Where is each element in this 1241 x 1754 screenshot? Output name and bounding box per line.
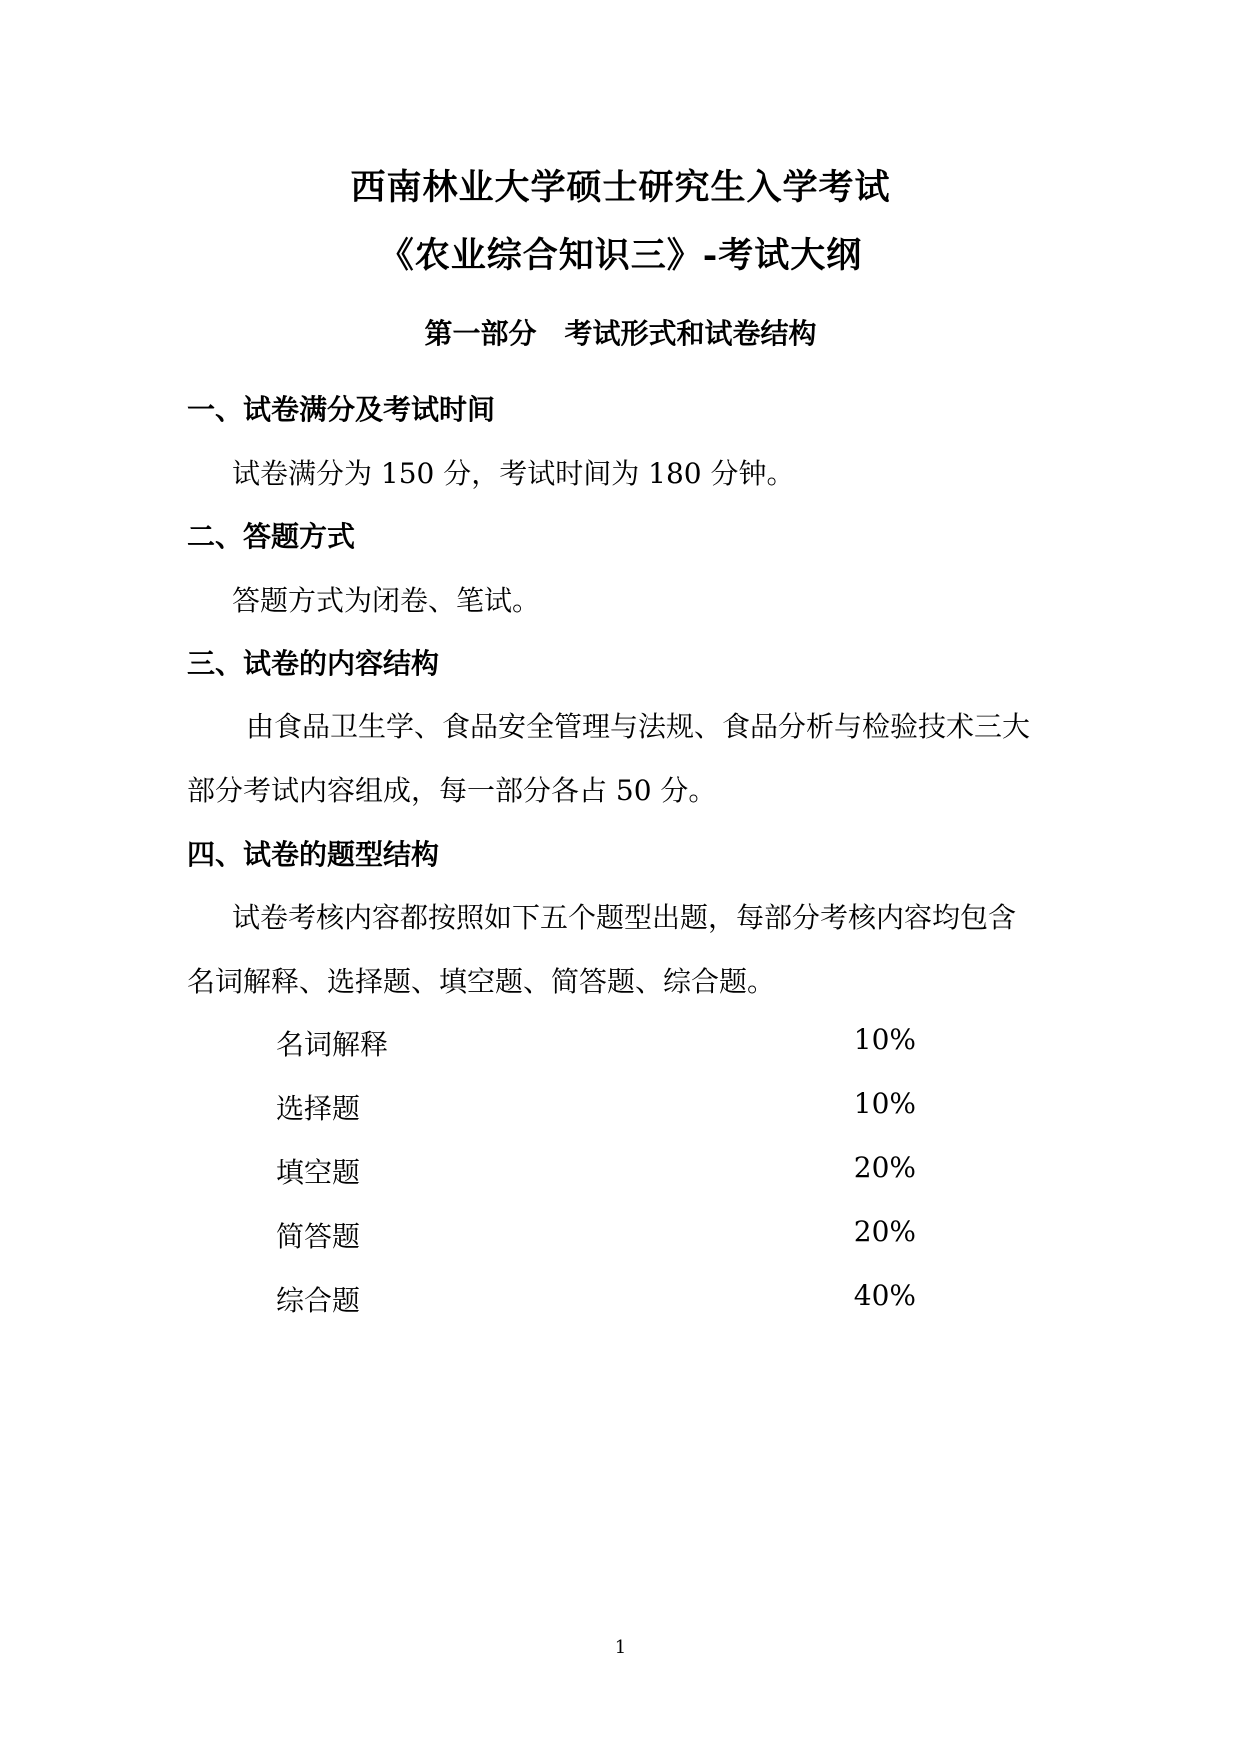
question-type-percent: 20%: [853, 1215, 916, 1248]
question-type-name: 名词解释: [276, 1028, 389, 1061]
section-text-answer-method: 答题方式为闭卷、笔试。: [232, 584, 541, 617]
question-type-percent: 20%: [853, 1151, 916, 1184]
section-text-question-structure-line1: 试卷考核内容都按照如下五个题型出题，每部分考核内容均包含: [232, 901, 1017, 934]
question-type-percent: 10%: [853, 1023, 916, 1056]
section-heading-answer-method: 二、答题方式: [187, 520, 356, 553]
section-heading-score-time: 一、试卷满分及考试时间: [187, 393, 496, 426]
question-type-name: 综合题: [276, 1284, 361, 1317]
section-text-question-structure-line2: 名词解释、选择题、填空题、简答题、综合题。: [187, 965, 776, 998]
page-number: 1: [614, 1637, 627, 1658]
question-type-name: 填空题: [276, 1156, 361, 1189]
question-type-name: 简答题: [276, 1220, 361, 1253]
document-title-line2: 《农业综合知识三》-考试大纲: [378, 235, 863, 276]
section-heading-question-structure: 四、试卷的题型结构: [187, 838, 440, 871]
question-type-percent: 10%: [853, 1087, 916, 1120]
section-text-content-structure-line2: 部分考试内容组成，每一部分各占 50 分。: [187, 774, 717, 807]
question-type-percent: 40%: [853, 1279, 916, 1312]
document-title-line1: 西南林业大学硕士研究生入学考试: [350, 167, 891, 208]
section-heading-content-structure: 三、试卷的内容结构: [187, 647, 440, 680]
section-text-content-structure-line1: 由食品卫生学、食品安全管理与法规、食品分析与检验技术三大: [246, 710, 1031, 743]
part-title: 第一部分 考试形式和试卷结构: [424, 317, 817, 350]
question-type-name: 选择题: [276, 1092, 361, 1125]
section-text-score-time: 试卷满分为 150 分，考试时间为 180 分钟。: [232, 457, 795, 490]
